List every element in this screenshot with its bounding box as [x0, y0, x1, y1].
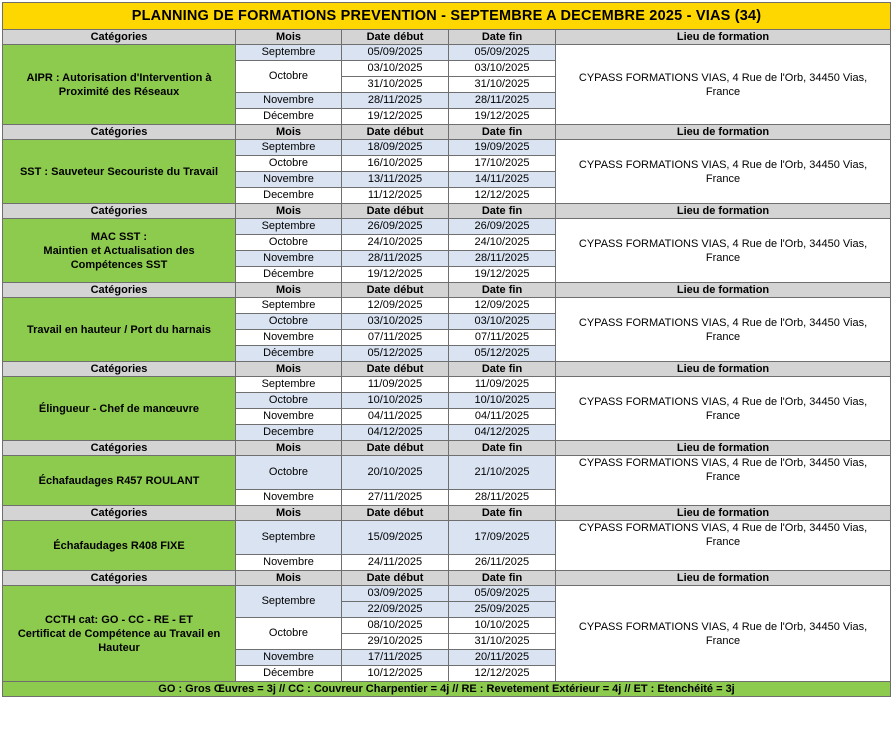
- end-date-cell: 26/09/2025: [449, 219, 556, 235]
- start-date-cell: 27/11/2025: [342, 490, 449, 506]
- start-date-cell: 10/12/2025: [342, 666, 449, 682]
- header-location: Lieu de formation: [556, 571, 891, 586]
- category-line: Compétences SST: [70, 258, 168, 271]
- training-schedule-table: [2, 2, 891, 697]
- end-date-cell: 04/12/2025: [449, 425, 556, 441]
- section-header-row: [3, 204, 891, 219]
- header-month: Mois: [236, 506, 342, 521]
- start-date-cell: 11/09/2025: [342, 377, 449, 393]
- month-cell: Décembre: [236, 346, 342, 362]
- month-cell: Septembre: [236, 586, 342, 618]
- end-date-cell: 12/09/2025: [449, 298, 556, 314]
- header-end-date: Date fin: [449, 30, 556, 45]
- category-line: Proximité des Réseaux: [58, 85, 180, 98]
- header-start-date: Date début: [342, 283, 449, 298]
- start-date-cell: 11/12/2025: [342, 188, 449, 204]
- start-date-cell: 22/09/2025: [342, 602, 449, 618]
- end-date-cell: 04/11/2025: [449, 409, 556, 425]
- header-start-date: Date début: [342, 362, 449, 377]
- end-date-cell: 17/10/2025: [449, 156, 556, 172]
- month-cell: Decembre: [236, 188, 342, 204]
- month-cell: Novembre: [236, 555, 342, 571]
- location-cell: CYPASS FORMATIONS VIAS, 4 Rue de l'Orb, 34450 Vias, France: [556, 586, 891, 682]
- end-date-cell: 21/10/2025: [449, 456, 556, 490]
- end-date-cell: 31/10/2025: [449, 634, 556, 650]
- end-date-cell: 14/11/2025: [449, 172, 556, 188]
- category-line: Certificat de Compétence au Travail en: [17, 627, 221, 640]
- start-date-cell: 04/12/2025: [342, 425, 449, 441]
- header-categories: Catégories: [3, 125, 236, 140]
- end-date-cell: 19/09/2025: [449, 140, 556, 156]
- section-header-row: [3, 571, 891, 586]
- month-cell: Décembre: [236, 109, 342, 125]
- header-categories: Catégories: [3, 30, 236, 45]
- end-date-cell: 12/12/2025: [449, 188, 556, 204]
- start-date-cell: 15/09/2025: [342, 521, 449, 555]
- month-cell: Novembre: [236, 490, 342, 506]
- category-line: SST : Sauveteur Secouriste du Travail: [19, 165, 219, 178]
- category-line: Échafaudages R408 FIXE: [53, 539, 185, 552]
- month-cell: Septembre: [236, 298, 342, 314]
- header-end-date: Date fin: [449, 506, 556, 521]
- start-date-cell: 05/09/2025: [342, 45, 449, 61]
- header-month: Mois: [236, 283, 342, 298]
- location-cell: CYPASS FORMATIONS VIAS, 4 Rue de l'Orb, 34450 Vias, France: [556, 140, 891, 204]
- session-row: [3, 521, 891, 555]
- header-end-date: Date fin: [449, 362, 556, 377]
- end-date-cell: 31/10/2025: [449, 77, 556, 93]
- location-cell: CYPASS FORMATIONS VIAS, 4 Rue de l'Orb, 34450 Vias, France: [556, 521, 891, 571]
- month-cell: Décembre: [236, 267, 342, 283]
- start-date-cell: 20/10/2025: [342, 456, 449, 490]
- location-cell: CYPASS FORMATIONS VIAS, 4 Rue de l'Orb, 34450 Vias, France: [556, 45, 891, 125]
- header-start-date: Date début: [342, 571, 449, 586]
- start-date-cell: 16/10/2025: [342, 156, 449, 172]
- month-cell: Octobre: [236, 61, 342, 93]
- month-cell: Octobre: [236, 235, 342, 251]
- header-month: Mois: [236, 441, 342, 456]
- end-date-cell: 24/10/2025: [449, 235, 556, 251]
- end-date-cell: 05/09/2025: [449, 586, 556, 602]
- end-date-cell: 07/11/2025: [449, 330, 556, 346]
- header-end-date: Date fin: [449, 571, 556, 586]
- section-header-row: [3, 283, 891, 298]
- end-date-cell: 05/09/2025: [449, 45, 556, 61]
- month-cell: Septembre: [236, 377, 342, 393]
- header-location: Lieu de formation: [556, 204, 891, 219]
- end-date-cell: 19/12/2025: [449, 267, 556, 283]
- start-date-cell: 28/11/2025: [342, 251, 449, 267]
- category-line: Maintien et Actualisation des: [43, 244, 195, 257]
- month-cell: Octobre: [236, 618, 342, 650]
- start-date-cell: 08/10/2025: [342, 618, 449, 634]
- month-cell: Novembre: [236, 93, 342, 109]
- header-location: Lieu de formation: [556, 125, 891, 140]
- session-row: [3, 140, 891, 156]
- end-date-cell: 05/12/2025: [449, 346, 556, 362]
- start-date-cell: 19/12/2025: [342, 267, 449, 283]
- end-date-cell: 17/09/2025: [449, 521, 556, 555]
- session-row: [3, 456, 891, 490]
- category-line: CCTH cat: GO - CC - RE - ET: [45, 613, 193, 626]
- month-cell: Novembre: [236, 409, 342, 425]
- header-location: Lieu de formation: [556, 362, 891, 377]
- category-cell: [3, 298, 236, 362]
- month-cell: Septembre: [236, 219, 342, 235]
- section-header-row: [3, 362, 891, 377]
- header-start-date: Date début: [342, 441, 449, 456]
- category-cell: [3, 45, 236, 125]
- end-date-cell: 12/12/2025: [449, 666, 556, 682]
- header-month: Mois: [236, 204, 342, 219]
- location-cell: CYPASS FORMATIONS VIAS, 4 Rue de l'Orb, 34450 Vias, France: [556, 456, 891, 506]
- location-cell: CYPASS FORMATIONS VIAS, 4 Rue de l'Orb, 34450 Vias, France: [556, 298, 891, 362]
- end-date-cell: 28/11/2025: [449, 93, 556, 109]
- category-line: AIPR : Autorisation d'Intervention à: [26, 71, 212, 84]
- end-date-cell: 11/09/2025: [449, 377, 556, 393]
- legend-row: [3, 682, 891, 697]
- category-line: Hauteur: [98, 641, 140, 654]
- start-date-cell: 26/09/2025: [342, 219, 449, 235]
- category-cell: [3, 521, 236, 571]
- category-line: MAC SST :: [90, 230, 148, 243]
- header-categories: Catégories: [3, 441, 236, 456]
- category-cell: [3, 219, 236, 283]
- end-date-cell: 10/10/2025: [449, 618, 556, 634]
- header-location: Lieu de formation: [556, 441, 891, 456]
- page-title: PLANNING DE FORMATIONS PREVENTION - SEPTEMBRE A DECEMBRE 2025 - VIAS (34): [3, 3, 891, 30]
- header-end-date: Date fin: [449, 125, 556, 140]
- month-cell: Novembre: [236, 172, 342, 188]
- start-date-cell: 28/11/2025: [342, 93, 449, 109]
- end-date-cell: 03/10/2025: [449, 314, 556, 330]
- header-categories: Catégories: [3, 571, 236, 586]
- location-cell: CYPASS FORMATIONS VIAS, 4 Rue de l'Orb, 34450 Vias, France: [556, 219, 891, 283]
- header-end-date: Date fin: [449, 204, 556, 219]
- session-row: [3, 298, 891, 314]
- end-date-cell: 19/12/2025: [449, 109, 556, 125]
- month-cell: Septembre: [236, 521, 342, 555]
- header-categories: Catégories: [3, 283, 236, 298]
- header-month: Mois: [236, 362, 342, 377]
- start-date-cell: 05/12/2025: [342, 346, 449, 362]
- start-date-cell: 12/09/2025: [342, 298, 449, 314]
- end-date-cell: 20/11/2025: [449, 650, 556, 666]
- month-cell: Octobre: [236, 393, 342, 409]
- start-date-cell: 24/10/2025: [342, 235, 449, 251]
- title-row: [3, 3, 891, 30]
- section-header-row: [3, 30, 891, 45]
- month-cell: Septembre: [236, 140, 342, 156]
- header-categories: Catégories: [3, 506, 236, 521]
- location-cell: CYPASS FORMATIONS VIAS, 4 Rue de l'Orb, 34450 Vias, France: [556, 377, 891, 441]
- start-date-cell: 13/11/2025: [342, 172, 449, 188]
- end-date-cell: 03/10/2025: [449, 61, 556, 77]
- session-row: [3, 586, 891, 602]
- start-date-cell: 29/10/2025: [342, 634, 449, 650]
- header-month: Mois: [236, 30, 342, 45]
- header-categories: Catégories: [3, 204, 236, 219]
- end-date-cell: 25/09/2025: [449, 602, 556, 618]
- header-location: Lieu de formation: [556, 30, 891, 45]
- header-end-date: Date fin: [449, 441, 556, 456]
- month-cell: Décembre: [236, 666, 342, 682]
- month-cell: Septembre: [236, 45, 342, 61]
- category-line: Travail en hauteur / Port du harnais: [27, 323, 211, 336]
- category-line: Échafaudages R457 ROULANT: [38, 474, 200, 487]
- month-cell: Octobre: [236, 314, 342, 330]
- end-date-cell: 26/11/2025: [449, 555, 556, 571]
- section-header-row: [3, 125, 891, 140]
- session-row: [3, 45, 891, 61]
- month-cell: Decembre: [236, 425, 342, 441]
- end-date-cell: 28/11/2025: [449, 490, 556, 506]
- start-date-cell: 17/11/2025: [342, 650, 449, 666]
- start-date-cell: 07/11/2025: [342, 330, 449, 346]
- end-date-cell: 28/11/2025: [449, 251, 556, 267]
- header-month: Mois: [236, 125, 342, 140]
- header-month: Mois: [236, 571, 342, 586]
- session-row: [3, 219, 891, 235]
- month-cell: Octobre: [236, 456, 342, 490]
- header-location: Lieu de formation: [556, 283, 891, 298]
- month-cell: Octobre: [236, 156, 342, 172]
- start-date-cell: 31/10/2025: [342, 77, 449, 93]
- category-cell: [3, 586, 236, 682]
- start-date-cell: 18/09/2025: [342, 140, 449, 156]
- section-header-row: [3, 506, 891, 521]
- start-date-cell: 03/09/2025: [342, 586, 449, 602]
- section-header-row: [3, 441, 891, 456]
- month-cell: Novembre: [236, 330, 342, 346]
- start-date-cell: 24/11/2025: [342, 555, 449, 571]
- category-cell: [3, 140, 236, 204]
- end-date-cell: 10/10/2025: [449, 393, 556, 409]
- start-date-cell: 03/10/2025: [342, 314, 449, 330]
- start-date-cell: 19/12/2025: [342, 109, 449, 125]
- header-categories: Catégories: [3, 362, 236, 377]
- start-date-cell: 10/10/2025: [342, 393, 449, 409]
- header-start-date: Date début: [342, 204, 449, 219]
- category-cell: [3, 456, 236, 506]
- header-location: Lieu de formation: [556, 506, 891, 521]
- header-start-date: Date début: [342, 125, 449, 140]
- month-cell: Novembre: [236, 251, 342, 267]
- legend-text: GO : Gros Œuvres = 3j // CC : Couvreur Charpentier = 4j // RE : Revetement Extérieur = 4j // ET : Etenchéité = 3j: [3, 682, 891, 697]
- session-row: [3, 377, 891, 393]
- month-cell: Novembre: [236, 650, 342, 666]
- header-end-date: Date fin: [449, 283, 556, 298]
- header-start-date: Date début: [342, 30, 449, 45]
- header-start-date: Date début: [342, 506, 449, 521]
- category-cell: [3, 377, 236, 441]
- start-date-cell: 04/11/2025: [342, 409, 449, 425]
- start-date-cell: 03/10/2025: [342, 61, 449, 77]
- category-line: Élingueur - Chef de manœuvre: [38, 402, 200, 415]
